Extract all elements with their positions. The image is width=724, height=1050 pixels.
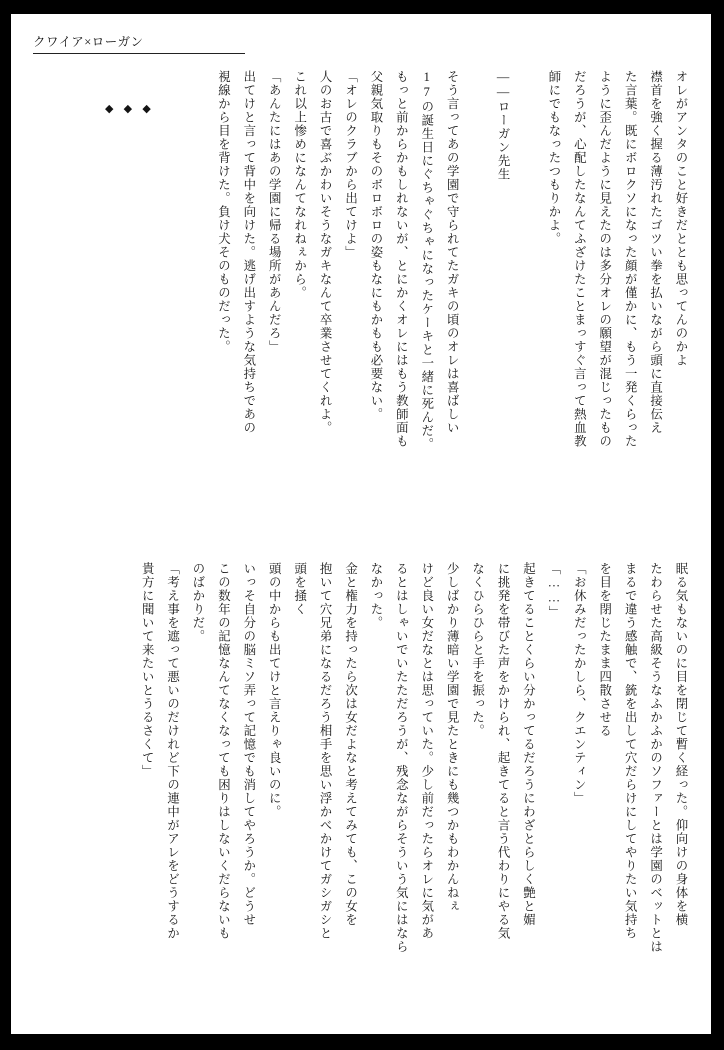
text-line: 「お休みだったかしら、クエンティン」 xyxy=(572,562,587,805)
text-line: なくひらひらと手を振った。 xyxy=(470,562,485,738)
running-header xyxy=(33,32,253,54)
text-line: 出てけと言って背中を向けた。逃げ出すような気持ちであの xyxy=(241,70,256,435)
text-line: 襟首を強く握る薄汚れたゴツい拳を払いながら頭に直接伝え xyxy=(648,70,663,435)
page-frame-left xyxy=(0,0,11,1050)
text-line: この数年の記憶なんてなくなっても困りはしないくだらないも xyxy=(216,562,231,940)
header-rule xyxy=(33,53,245,54)
text-line: 「考え事を遮って悪いのだけれど下の連中がアレをどうするか xyxy=(165,562,180,940)
text-line: 17の誕生日にぐちゃぐちゃになったケーキと一緒に死んだ。 xyxy=(419,70,434,452)
text-line: 金と権力を持ったら次は女だよなと考えてみても、この女を xyxy=(343,562,358,927)
page-frame-bottom xyxy=(0,1034,724,1050)
text-line: 師にでもなったつもりかよ。 xyxy=(546,70,561,246)
text-line: るとはしゃいでいたただろうが、残念ながらそういう気にはなら xyxy=(394,562,409,954)
section-break-glyphs: ◆ ◆ ◆ xyxy=(102,102,153,117)
text-line: これ以上惨めになんてなれねぇから。 xyxy=(292,70,307,300)
text-line: けど良い女だなとは思っていた。少し前だったらオレに気があ xyxy=(419,562,434,940)
text-line: 抱いて穴兄弟になるだろう相手を思い浮かべかけてガシガシと xyxy=(318,562,333,940)
text-line: ――ローガン先生 xyxy=(496,70,511,182)
page-frame-right xyxy=(711,0,724,1050)
text-line: 「……」 xyxy=(546,562,561,620)
text-line: そう言ってあの学園で守られてたガキの頃のオレは喜ばしい xyxy=(445,70,460,435)
text-line: 貴方に聞いて来たいとうるさくて」 xyxy=(140,562,155,778)
text-line: 少しばかり薄暗い学園で見たときにも幾つかもわかんねぇ xyxy=(445,562,460,913)
text-line: 頭を掻く xyxy=(292,562,307,616)
text-line: なかった。 xyxy=(368,562,383,630)
lower-paragraphs xyxy=(134,562,693,992)
text-line: た言葉。既にボロクソになった顔が僅かに、もう一発くらった xyxy=(623,70,638,448)
lower-text-block xyxy=(134,562,693,992)
text-line: を目を閉じたまま四散させる xyxy=(597,562,612,738)
text-line: まるで違う感触で、銃を出して穴だらけにしてやりたい気持ち xyxy=(623,562,638,940)
text-line: 眠る気もないのに目を閉じて暫く経った。仰向けの身体を横 xyxy=(674,562,688,927)
text-line: オレがアンタのこと好きだととも思ってんのかよ xyxy=(674,70,688,367)
upper-text-block xyxy=(210,70,693,550)
header-title: クワイア×ローガン xyxy=(33,35,144,49)
section-break-marks xyxy=(99,102,155,117)
text-line: 起きてることくらい分かってるだろうにわざとらしく艶と媚 xyxy=(521,562,536,927)
text-line: 「オレのクラブから出てけよ」 xyxy=(343,70,358,259)
text-line: いっそ自分の脳ミソ弄って記憶でも消してやろうか。どうせ xyxy=(241,562,256,927)
upper-paragraphs xyxy=(210,70,693,550)
page-frame-top xyxy=(0,0,724,14)
text-line: のばかりだ。 xyxy=(190,562,205,643)
text-line: 「あんたにはあの学園に帰る場所があんだろ」 xyxy=(267,70,282,354)
text-line: たわらせた高級そうなふかふかのソファーとは学園のベットとは xyxy=(648,562,663,954)
text-line: 視線から目を背けた。負け犬そのものだった。 xyxy=(216,70,231,354)
text-line: ように歪んだように見えたのは多分オレの願望が混じったもの xyxy=(597,70,612,448)
text-line: 人のお古で喜ぶかわいそうなガキなんて卒業させてくれよ。 xyxy=(318,70,333,435)
text-line: だろうが、心配したなんてふざけたことまっすぐ言って熱血教 xyxy=(572,70,587,448)
text-line xyxy=(515,70,540,550)
text-line xyxy=(464,70,489,550)
text-line: もっと前からかもしれないが、とにかくオレにはもう教師面も xyxy=(394,70,409,448)
text-line: 父親気取りもそのボロボロの姿もなにもかもも必要ない。 xyxy=(368,70,383,421)
text-line: 頭の中からも出てけと言えりゃ良いのに。 xyxy=(267,562,282,819)
text-line: に挑発を帯びた声をかけられ、起きてると言う代わりにやる気 xyxy=(496,562,511,940)
page-sheet xyxy=(11,14,711,1034)
